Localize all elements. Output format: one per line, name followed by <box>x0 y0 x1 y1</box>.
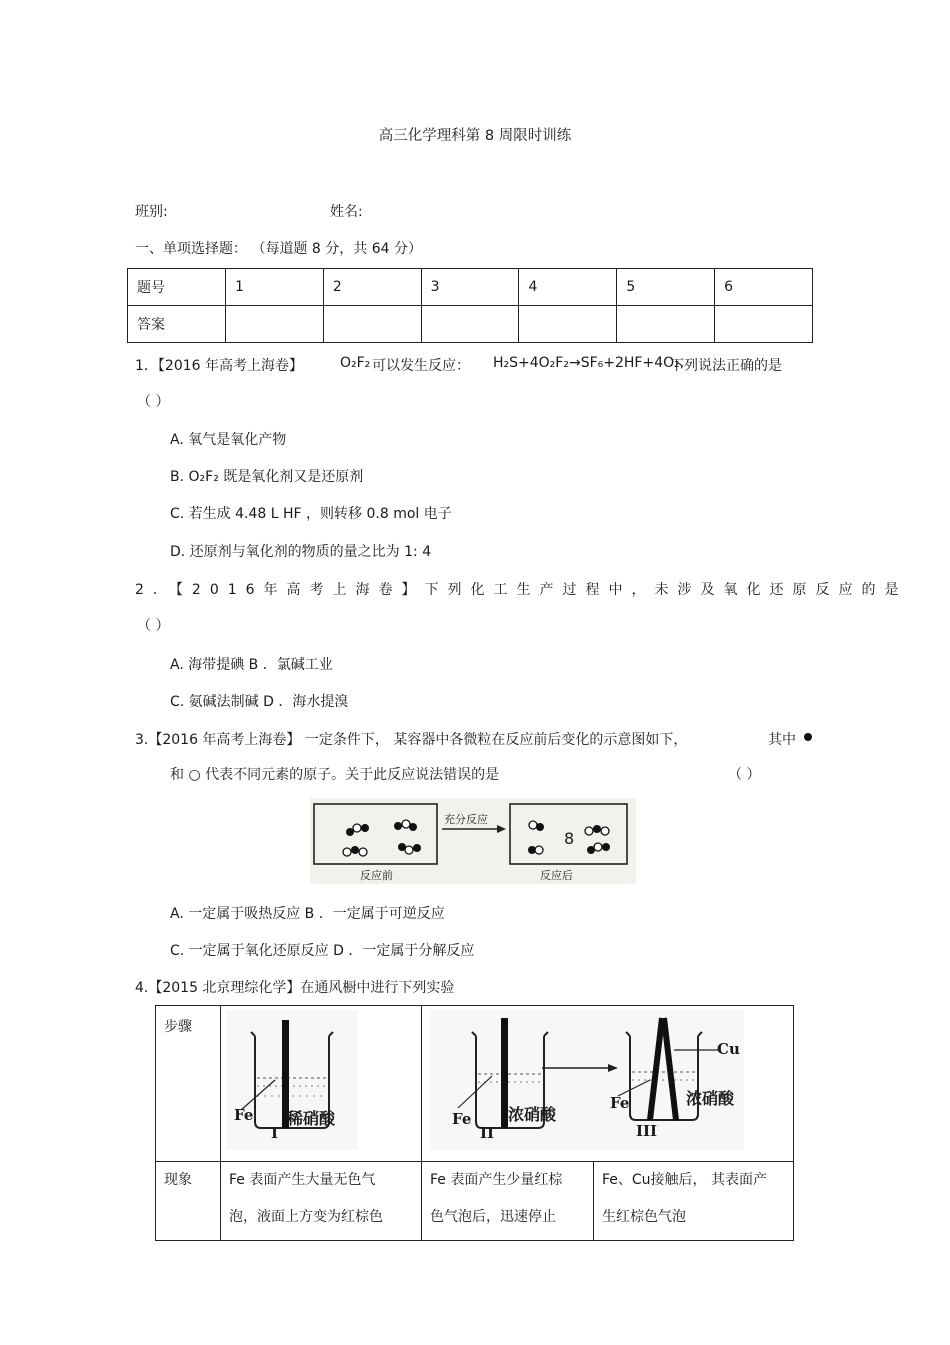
section-heading: 一、单项选择题： （每道题 8 分，共 64 分） <box>135 241 422 257</box>
q1-equation: H₂S+4O₂F₂→SF₆+2HF+4O₂, <box>493 355 685 371</box>
obs-line: Fe 表面产生少量红棕 <box>430 1172 563 1188</box>
molecule-after-3 <box>585 825 609 835</box>
beaker-figure-ii-iii <box>430 1010 744 1150</box>
q1-stem: 1．【2016 年高考上海卷】 <box>135 358 303 374</box>
q2-stem: 2．【2016年高考上海卷】下列化工生产过程中，未涉及氧化还原反应的是 <box>135 582 908 598</box>
phenomena-label: 现象 <box>156 1162 221 1241</box>
fe-label: Fe <box>234 1106 254 1124</box>
table-cell: 答案 <box>128 306 226 343</box>
q3-stem: 3.【2016 年高考上海卷】 一定条件下， 某容器中各微粒在反应前后变化的示意图如下， <box>135 732 688 748</box>
q2-option-cd: C. 氨碱法制碱 D ．海水提溴 <box>170 694 349 710</box>
black-atom-icon <box>804 733 812 741</box>
table-row <box>128 306 813 343</box>
answer-cell[interactable] <box>421 306 519 343</box>
molecule-before-1 <box>346 824 369 836</box>
q2-paren: （ ） <box>137 618 170 634</box>
beaker-diagram <box>227 1010 357 1150</box>
molecule-after-2 <box>528 846 543 854</box>
class-label: 班别: <box>135 204 168 220</box>
obs-line: Fe、Cu接触后， 其表面产 <box>602 1172 767 1188</box>
fe-label: Fe <box>610 1094 630 1112</box>
beaker-figure-i <box>227 1010 357 1150</box>
answer-cell[interactable] <box>519 306 617 343</box>
table-cell: 3 <box>421 269 519 306</box>
fe-label: Fe <box>452 1110 472 1128</box>
acid-label: 浓硝酸 <box>508 1105 557 1124</box>
step-cell <box>422 1006 794 1162</box>
table-cell: 题号 <box>128 269 226 306</box>
table-row <box>156 1006 794 1162</box>
q3-stem-end: 其中 <box>768 732 796 748</box>
page-title: 高三化学理科第 8 周限时训练 <box>378 128 572 144</box>
q1-option-c: C. 若生成 4.48 L HF ，则转移 0.8 mol 电子 <box>170 506 452 522</box>
table-row <box>128 269 813 306</box>
q1-option-a: A. 氧气是氧化产物 <box>170 432 287 448</box>
beaker-diagram <box>430 1010 744 1150</box>
q1-option-b: B. O₂F₂ 既是氧化剂又是还原剂 <box>170 469 364 485</box>
answer-cell[interactable] <box>617 306 715 343</box>
table-cell: 1 <box>226 269 324 306</box>
cu-label: Cu <box>717 1040 740 1058</box>
step-cell <box>221 1006 422 1162</box>
q1-stem-c: 下列说法正确的是 <box>670 358 782 374</box>
q1-formula: O₂F₂ <box>340 355 371 371</box>
table-cell: 5 <box>617 269 715 306</box>
observation-cell <box>221 1162 422 1241</box>
table-cell: 2 <box>323 269 421 306</box>
answer-cell[interactable] <box>323 306 421 343</box>
obs-line: 色气泡后，迅速停止 <box>430 1209 556 1225</box>
reaction-figure <box>310 798 636 884</box>
obs-line: Fe 表面产生大量无色气 <box>229 1172 376 1188</box>
table-cell: 4 <box>519 269 617 306</box>
q4-stem: 4.【2015 北京理综化学】在通风橱中进行下列实验 <box>135 980 455 996</box>
table-row <box>156 1162 794 1241</box>
stray-mark: 8 <box>564 829 575 848</box>
q3-option-cd: C. 一定属于氧化还原反应 D ．一定属于分解反应 <box>170 943 475 959</box>
molecule-before-2 <box>394 820 417 831</box>
obs-line: 泡，液面上方变为红棕色 <box>229 1209 383 1225</box>
after-label: 反应后 <box>540 869 573 882</box>
table-cell: 6 <box>715 269 813 306</box>
obs-line: 生红棕色气泡 <box>602 1209 686 1225</box>
q2-option-ab: A. 海带提碘 B ．氯碱工业 <box>170 657 333 673</box>
q1-stem-b: 可以发生反应： <box>372 358 470 374</box>
molecule-before-3 <box>343 846 367 856</box>
answer-cell[interactable] <box>715 306 813 343</box>
molecule-before-4 <box>398 843 421 854</box>
numeral-label: I <box>271 1124 279 1142</box>
q1-option-d: D. 还原剂与氧化剂的物质的量之比为 1: 4 <box>170 544 432 560</box>
observation-cell <box>422 1162 594 1241</box>
answer-table <box>127 268 813 343</box>
molecule-after-1 <box>529 821 544 831</box>
molecule-after-4 <box>587 843 610 854</box>
name-label: 姓名: <box>330 204 363 220</box>
before-label: 反应前 <box>360 869 393 882</box>
observation-cell <box>594 1162 794 1241</box>
steps-label: 步骤 <box>156 1006 221 1162</box>
q3-paren: （ ） <box>728 767 761 783</box>
numeral-label: II <box>480 1124 495 1142</box>
q3-option-ab: A. 一定属于吸热反应 B ．一定属于可逆反应 <box>170 906 445 922</box>
numeral-label: III <box>636 1122 658 1140</box>
experiment-table <box>155 1005 794 1241</box>
acid-label: 稀硝酸 <box>287 1109 336 1128</box>
q3-stem-b: 和 ○ 代表不同元素的原子。关于此反应说法错误的是 <box>170 767 500 783</box>
q1-paren: （ ） <box>137 394 170 410</box>
answer-cell[interactable] <box>226 306 324 343</box>
acid-label: 浓硝酸 <box>686 1089 735 1108</box>
arrow-label: 充分反应 <box>444 813 488 826</box>
